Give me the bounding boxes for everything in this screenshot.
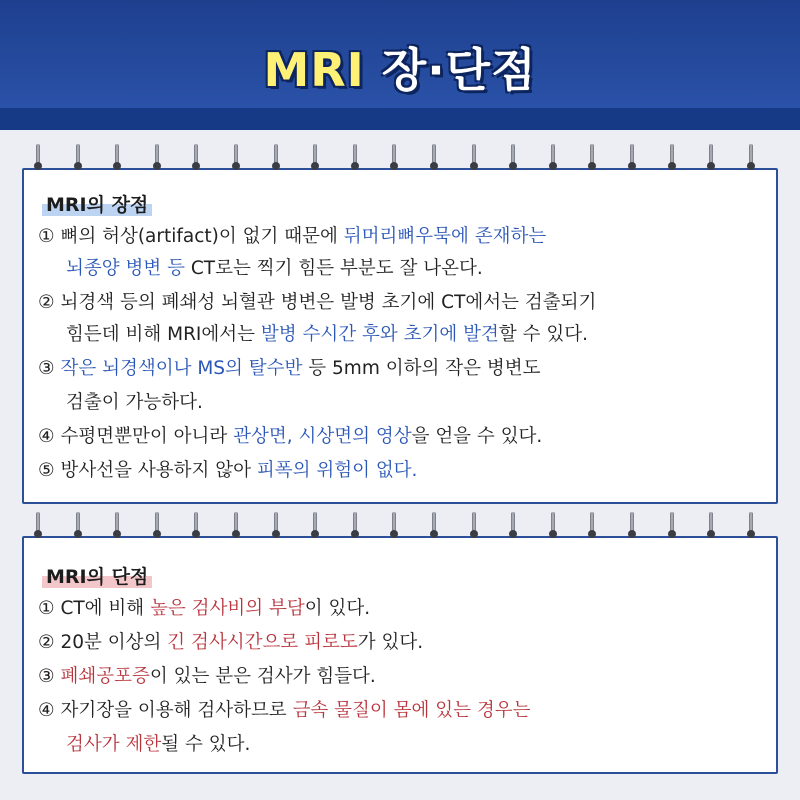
title-mri: MRI <box>263 43 365 97</box>
binder-ring-icon <box>588 512 596 540</box>
title-pros-cons: 장·단점 <box>381 43 537 97</box>
binder-ring-icon <box>311 512 319 540</box>
binder-ring-icon <box>34 512 42 540</box>
binder-ring-icon <box>470 144 478 172</box>
pros-item-2-line-2: 힘든데 비해 MRI에서는 발병 수시간 후와 초기에 발견할 수 있다. <box>66 324 589 345</box>
binder-ring-icon <box>549 144 557 172</box>
binder-ring-icon <box>34 144 42 172</box>
binder-ring-icon <box>747 512 755 540</box>
pros-item-3-line-2: 검출이 가능하다. <box>66 392 203 413</box>
header-strip <box>0 108 800 130</box>
binder-ring-icon <box>707 512 715 540</box>
binder-ring-icon <box>192 512 200 540</box>
binder-ring-icon <box>628 144 636 172</box>
pros-heading: MRI의 장점 <box>42 194 152 216</box>
cons-item-4-line-1: ④ 자기장을 이용해 검사하므로 금속 물질이 몸에 있는 경우는 <box>38 700 531 721</box>
binder-ring-icon <box>113 144 121 172</box>
binder-ring-icon <box>628 512 636 540</box>
binder-ring-icon <box>74 512 82 540</box>
pros-item-1-line-1: ① 뼈의 허상(artifact)이 없기 때문에 뒤머리뼈우묵에 존재하는 <box>38 226 547 247</box>
binder-ring-icon <box>351 144 359 172</box>
binder-ring-icon <box>668 512 676 540</box>
binder-ring-icon <box>113 512 121 540</box>
binder-ring-icon <box>390 512 398 540</box>
binder-ring-icon <box>668 144 676 172</box>
binder-ring-icon <box>192 144 200 172</box>
page-title <box>0 34 800 100</box>
binder-ring-icon <box>74 144 82 172</box>
binder-ring-icon <box>747 144 755 172</box>
pros-item-4: ④ 수평면뿐만이 아니라 관상면, 시상면의 영상을 얻을 수 있다. <box>38 426 543 447</box>
notebook-rings-bottom <box>22 512 778 552</box>
pros-item-5: ⑤ 방사선을 사용하지 않아 피폭의 위험이 없다. <box>38 460 418 481</box>
cons-item-4-line-2: 검사가 제한될 수 있다. <box>66 734 251 755</box>
pros-item-2-line-1: ② 뇌경색 등의 폐쇄성 뇌혈관 병변은 발병 초기에 CT에서는 검출되기 <box>38 292 597 313</box>
binder-ring-icon <box>351 512 359 540</box>
cons-item-3: ③ 폐쇄공포증이 있는 분은 검사가 힘들다. <box>38 666 376 687</box>
pros-item-3-line-1: ③ 작은 뇌경색이나 MS의 탈수반 등 5mm 이하의 작은 병변도 <box>38 358 541 379</box>
binder-ring-icon <box>272 512 280 540</box>
notebook-rings-top <box>22 144 778 184</box>
binder-ring-icon <box>707 144 715 172</box>
binder-ring-icon <box>430 512 438 540</box>
binder-ring-icon <box>232 512 240 540</box>
binder-ring-icon <box>470 512 478 540</box>
binder-ring-icon <box>430 144 438 172</box>
binder-ring-icon <box>272 144 280 172</box>
binder-ring-icon <box>390 144 398 172</box>
cons-item-1: ① CT에 비해 높은 검사비의 부담이 있다. <box>38 598 371 619</box>
binder-ring-icon <box>549 512 557 540</box>
cons-heading: MRI의 단점 <box>42 566 152 588</box>
pros-item-1-line-2: 뇌종양 병변 등 CT로는 찍기 힘든 부분도 잘 나온다. <box>66 258 483 279</box>
binder-ring-icon <box>588 144 596 172</box>
cons-item-2: ② 20분 이상의 긴 검사시간으로 피로도가 있다. <box>38 632 424 653</box>
binder-ring-icon <box>311 144 319 172</box>
binder-ring-icon <box>153 144 161 172</box>
binder-ring-icon <box>232 144 240 172</box>
binder-ring-icon <box>153 512 161 540</box>
binder-ring-icon <box>509 144 517 172</box>
binder-ring-icon <box>509 512 517 540</box>
